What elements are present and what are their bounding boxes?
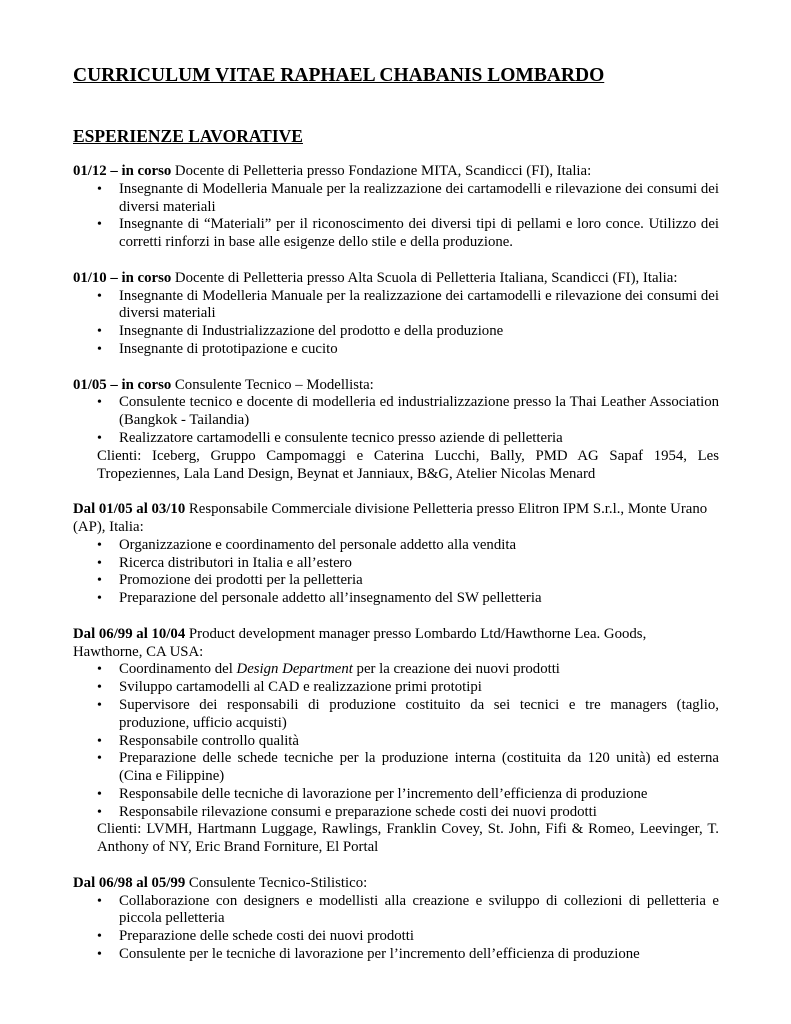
bullet-icon: •	[97, 591, 102, 607]
entry-period: 01/10 – in corso	[73, 269, 172, 286]
bullet-item: • Collaborazione con designers e modellisti alla creazione e sviluppo di collezioni di pelletteria e piccola pelletteria	[97, 892, 719, 927]
bullet-icon: •	[97, 555, 102, 571]
entry-bullets	[73, 394, 719, 447]
bullet-icon: •	[97, 804, 102, 820]
entry-period: Dal 06/98 al 05/99	[73, 874, 186, 891]
entry-bullets	[73, 288, 719, 359]
bullet-item: • Sviluppo cartamodelli al CAD e realizzazione primi prototipi	[97, 679, 482, 696]
bullet-icon: •	[97, 929, 102, 945]
experience-entry	[73, 270, 719, 359]
bullet-icon: •	[97, 751, 102, 767]
bullet-icon: •	[97, 697, 102, 713]
bullet-item: • Consulente per le tecniche di lavorazione per l’incremento dell’efficienza di produzione	[97, 946, 640, 963]
entry-bullets	[73, 181, 719, 252]
entry-header	[73, 377, 719, 395]
bullet-icon: •	[97, 181, 102, 197]
experience-list	[73, 163, 719, 964]
bullet-item: • Supervisore dei responsabili di produzione costituito da sei tecnici e tre managers (taglio, produzione, ufficio acquisti)	[97, 696, 719, 731]
cv-page	[73, 64, 719, 982]
entry-clients: Clienti: Iceberg, Gruppo Campomaggi e Caterina Lucchi, Bally, PMD AG Sapaf 1954, Les Tropeziennes, Lala Land Design, Beynat et Janniaux, B&G, Atelier Nicolas Menard	[97, 447, 719, 482]
experience-entry	[73, 501, 719, 608]
entry-bullets	[73, 537, 719, 608]
entry-period: 01/05 – in corso	[73, 376, 172, 393]
entry-bullets	[73, 893, 719, 964]
bullet-icon: •	[97, 680, 102, 696]
bullet-item: • Preparazione delle schede costi dei nuovi prodotti	[97, 928, 415, 945]
bullet-icon: •	[97, 537, 102, 553]
entry-header	[73, 270, 719, 288]
entry-header	[73, 163, 719, 181]
experience-entry	[73, 626, 719, 857]
bullet-icon: •	[97, 341, 102, 357]
bullet-item: • Realizzatore cartamodelli e consulente tecnico presso aziende di pelletteria	[97, 429, 563, 446]
bullet-icon: •	[97, 288, 102, 304]
entry-period: 01/12 – in corso	[73, 163, 172, 179]
entry-header	[73, 626, 719, 662]
bullet-icon: •	[97, 573, 102, 589]
bullet-item: • Insegnante di Industrializzazione del prodotto e della produzione	[97, 323, 504, 340]
entry-role: Consulente Tecnico-Stilistico:	[185, 874, 368, 891]
experience-entry	[73, 163, 719, 252]
entry-clients: Clienti: LVMH, Hartmann Luggage, Rawlings, Franklin Covey, St. John, Fifi & Romeo, Leevinger, T. Anthony of NY, Eric Brand Forniture, El Portal	[97, 821, 719, 856]
bullet-item: • Promozione dei prodotti per la pelletteria	[97, 572, 363, 589]
bullet-icon: •	[97, 662, 102, 678]
entry-period: Dal 06/99 al 10/04	[73, 625, 186, 642]
bullet-icon: •	[97, 786, 102, 802]
bullet-icon: •	[97, 395, 102, 411]
entry-role: Responsabile Commerciale divisione Pelletteria presso Elitron IPM S.r.l., Monte Urano (AP), Italia:	[73, 501, 708, 535]
section-heading: ESPERIENZE LAVORATIVE	[73, 126, 303, 146]
entry-bullets	[73, 661, 719, 821]
bullet-icon: •	[97, 893, 102, 909]
bullet-item: • Responsabile rilevazione consumi e preparazione schede costi dei nuovi prodotti	[97, 803, 597, 820]
bullet-item: • Insegnante di Modelleria Manuale per la realizzazione dei cartamodelli e rilevazione dei consumi dei diversi materiali	[97, 180, 719, 215]
cv-title: CURRICULUM VITAE RAPHAEL CHABANIS LOMBARDO	[73, 65, 605, 86]
bullet-icon: •	[97, 324, 102, 340]
bullet-item: • Ricerca distributori in Italia e all’estero	[97, 554, 352, 571]
bullet-item: • Preparazione del personale addetto all’insegnamento del SW pelletteria	[97, 590, 542, 607]
experience-entry	[73, 377, 719, 484]
bullet-item: • Insegnante di “Materiali” per il riconoscimento dei diversi tipi di pellami e loro conce. Utilizzo dei corretti rinforzi in base alle esigenze dello stile e della produzione.	[97, 216, 719, 251]
bullet-item: • Insegnante di Modelleria Manuale per la realizzazione dei cartamodelli e rilevazione dei consumi dei diversi materiali	[97, 287, 719, 322]
bullet-icon: •	[97, 430, 102, 446]
bullet-item: • Preparazione delle schede tecniche per la produzione interna (costituita da 120 unità) ed esterna (Cina e Filippine)	[97, 750, 719, 785]
bullet-icon: •	[97, 733, 102, 749]
bullet-item: • Insegnante di prototipazione e cucito	[97, 340, 338, 357]
entry-header	[73, 501, 719, 537]
bullet-icon: •	[97, 947, 102, 963]
bullet-icon: •	[97, 217, 102, 233]
experience-entry	[73, 875, 719, 964]
bullet-item: • Coordinamento del Design Department per la creazione dei nuovi prodotti	[97, 661, 560, 678]
entry-role: Product development manager presso Lombardo Ltd/Hawthorne Lea. Goods, Hawthorne, CA USA:	[73, 625, 647, 660]
emphasis-text: Design Department	[236, 661, 353, 678]
bullet-item: • Consulente tecnico e docente di modelleria ed industrializzazione presso la Thai Leather Association (Bangkok - Tailandia)	[97, 394, 719, 429]
entry-header	[73, 875, 719, 893]
entry-role: Docente di Pelletteria presso Fondazione MITA, Scandicci (FI), Italia:	[171, 163, 592, 179]
bullet-item: • Responsabile controllo qualità	[97, 732, 299, 749]
entry-period: Dal 01/05 al 03/10	[73, 501, 186, 518]
entry-role: Docente di Pelletteria presso Alta Scuola di Pelletteria Italiana, Scandicci (FI), Italia:	[171, 269, 678, 286]
bullet-item: • Organizzazione e coordinamento del personale addetto alla vendita	[97, 536, 517, 553]
bullet-item: • Responsabile delle tecniche di lavorazione per l’incremento dell’efficienza di produzione	[97, 785, 648, 802]
entry-role: Consulente Tecnico – Modellista:	[171, 376, 374, 393]
